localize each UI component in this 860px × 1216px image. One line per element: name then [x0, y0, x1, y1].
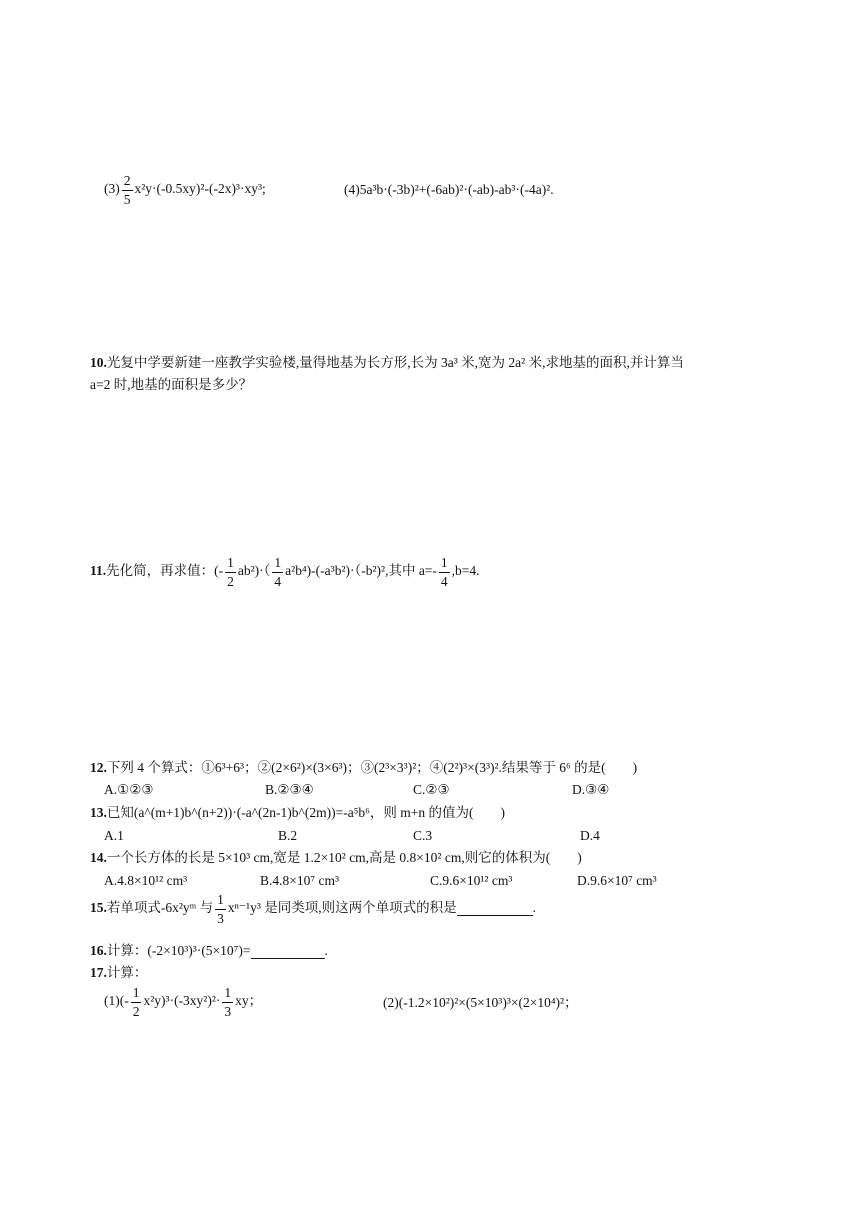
q17-text: 计算：	[106, 965, 148, 980]
q11-text: ab²)·（	[237, 563, 271, 579]
fraction	[131, 986, 142, 1018]
q12-stem	[90, 761, 637, 775]
q13-option-b: B.2	[278, 828, 298, 843]
fraction	[225, 556, 236, 588]
fraction-numerator: 1	[272, 556, 283, 573]
q15-text: 若单项式-6x²yᵐ 与	[106, 900, 214, 916]
q13-option-d: D.4	[580, 828, 600, 843]
fraction	[222, 986, 233, 1018]
question-number: 12.	[90, 760, 107, 775]
fraction-numerator: 2	[122, 174, 133, 191]
question-number: 14.	[90, 850, 107, 865]
q16-text: .	[324, 943, 328, 958]
q17-part1-text: xy；	[235, 993, 263, 1009]
q16	[90, 944, 328, 959]
fraction-denominator: 5	[123, 191, 131, 207]
fraction-denominator: 4	[440, 573, 448, 589]
q17-part1-text: (1)(-	[104, 993, 129, 1009]
q10-line2: a=2 时,地基的面积是多少？	[90, 377, 253, 392]
q14-stem	[90, 851, 582, 865]
q9-part4: (4)5a³b·(-3b)²+(-6ab)²·(-ab)-ab³·(-4a)².	[344, 182, 554, 197]
q15-text: .	[532, 900, 537, 916]
q14-option-b: B.4.8×10⁷ cm³	[260, 873, 339, 888]
q15-text: xⁿ⁻¹y³ 是同类项,则这两个单项式的积是	[227, 900, 457, 916]
question-number: 17.	[90, 965, 107, 980]
question-number: 13.	[90, 805, 107, 820]
q15	[90, 893, 536, 925]
fraction	[272, 556, 283, 588]
fraction-denominator: 2	[132, 1003, 140, 1019]
q17-part1-text: x²y)³·(-3xy²)²·	[143, 993, 221, 1009]
fraction-denominator: 2	[227, 573, 234, 589]
fraction	[122, 174, 133, 206]
q13-option-a: A.1	[104, 828, 124, 843]
q9-part3-expression: x²y·(-0.5xy)²-(-2x)³·xy³;	[134, 181, 266, 197]
q13-stem	[90, 806, 505, 820]
fraction-numerator: 1	[225, 556, 236, 573]
q12-option-b: B.②③④	[265, 782, 314, 797]
fraction	[215, 893, 226, 925]
q14-option-d: D.9.6×10⁷ cm³	[577, 873, 657, 888]
q11-text: ,b=4.	[451, 563, 480, 579]
q14-option-a: A.4.8×10¹² cm³	[104, 873, 188, 888]
q14-option-c: C.9.6×10¹² cm³	[430, 873, 513, 888]
q17-part2: (2)(-1.2×10²)²×(5×10³)³×(2×10⁴)²；	[383, 995, 578, 1010]
question-number: 10.	[90, 355, 107, 370]
q11	[90, 556, 480, 588]
q14-text: 一个长方体的长是 5×10³ cm,宽是 1.2×10² cm,高是 0.8×10² cm,则它的体积为( )	[106, 850, 582, 865]
q11-text: a²b⁴)-(-a³b²)·（-b²)²,其中 a=-	[285, 563, 437, 579]
q17-title	[90, 966, 147, 980]
question-number: 15.	[90, 900, 107, 916]
fraction-denominator: 3	[217, 910, 224, 926]
q9-part3-label: (3)	[104, 181, 120, 197]
answer-blank[interactable]	[251, 944, 325, 959]
fraction-numerator: 1	[222, 986, 233, 1003]
q13-text: 已知(a^(m+1)b^(n+2))·(-a^(2n-1)b^(2m))=-a⁵b⁶，则 m+n 的值为( )	[106, 805, 505, 820]
q10-text: 光复中学要新建一座教学实验楼,量得地基为长方形,长为 3a³ 米,宽为 2a² 米,求地基的面积,并计算当	[106, 355, 684, 370]
fraction-denominator: 4	[274, 573, 282, 589]
q16-text: 计算：(-2×10³)³·(5×10⁷)=	[106, 943, 251, 958]
q10-line1	[90, 356, 684, 370]
q11-text: 先化简，再求值：(-	[106, 563, 224, 579]
fraction-numerator: 1	[215, 893, 226, 910]
q12-option-d: D.③④	[572, 782, 610, 797]
question-number: 11.	[90, 563, 107, 579]
fraction-numerator: 1	[439, 556, 450, 573]
q13-option-c: C.3	[413, 828, 433, 843]
q12-option-c: C.②③	[413, 782, 450, 797]
q9-part3	[104, 174, 266, 206]
q12-text: 下列 4 个算式：①6³+6³；②(2×6²)×(3×6³)；③(2³×3³)²；④(2²)³×(3³)².结果等于 6⁶ 的是( )	[106, 760, 638, 775]
q17-part1	[104, 986, 262, 1018]
fraction	[439, 556, 450, 588]
q12-option-a: A.①②③	[104, 782, 154, 797]
fraction-denominator: 3	[224, 1003, 232, 1019]
answer-blank[interactable]	[457, 901, 533, 916]
question-number: 16.	[90, 943, 107, 958]
fraction-numerator: 1	[131, 986, 142, 1003]
